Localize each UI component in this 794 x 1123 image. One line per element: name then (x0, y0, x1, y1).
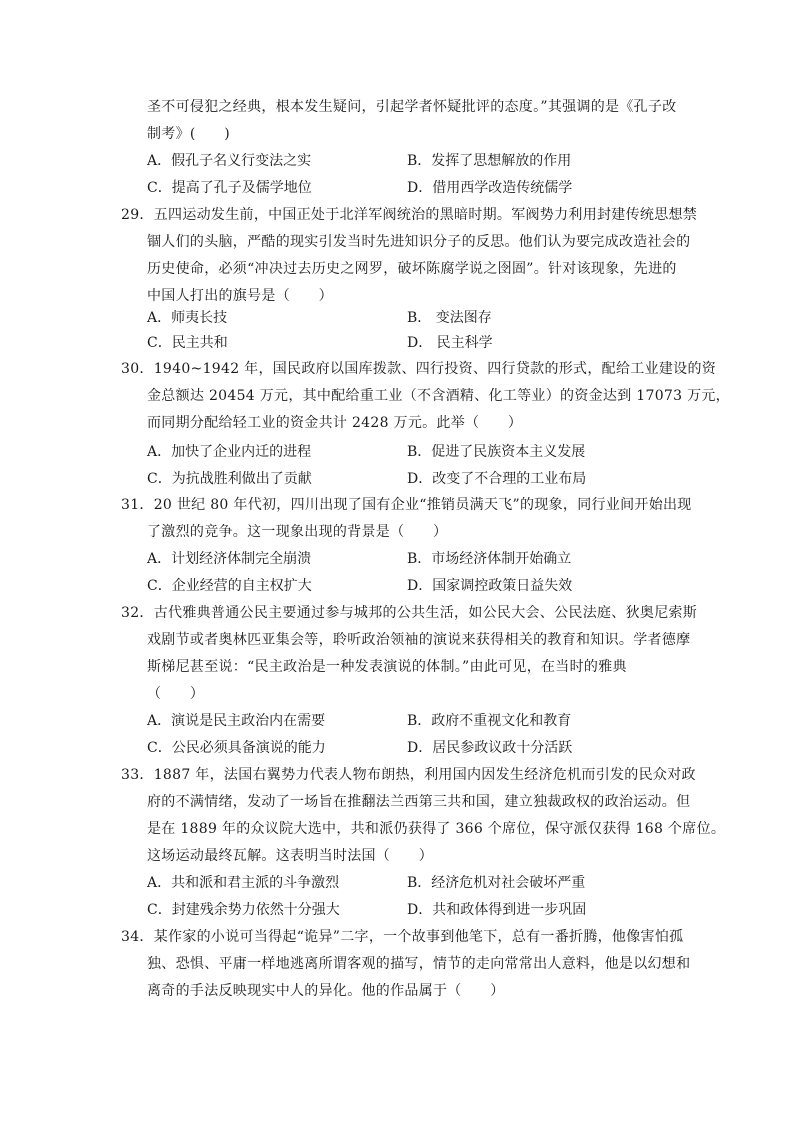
q28-stem-line-1: 圣不可侵犯之经典，根本发生疑问，引起学者怀疑批评的态度。”其强调的是《孔子改 (147, 99, 677, 115)
q32-option-b: B．政府不重视文化和教育 (407, 713, 572, 729)
q33-stem-line-2: 府的不满情绪，发动了一场旨在推翻法兰西第三共和国，建立独裁政权的政治运动。但 (147, 794, 691, 810)
q28-stem-line-2: 制考》( ) (147, 126, 231, 142)
q30-stem-line-2: 金总额达 20454 万元，其中配给重工业（不含酒精、化工等业）的资金达到 17073 万元， (147, 388, 730, 404)
q32-stem-line-3: 斯梯尼甚至说：“民主政治是一种发表演说的体制。”由此可见，在当时的雅典 (147, 659, 627, 675)
q29-option-b: B． 变法图存 (407, 310, 492, 326)
q30-option-a: A．加快了企业内迁的进程 (147, 444, 312, 460)
q29-option-a: A．师夷长技 (147, 310, 228, 326)
q33-stem-line-1: 33．1887 年，法国右翼势力代表人物布朗热，利用国内因发生经济危机而引发的民众对政 (121, 767, 696, 783)
q32-option-a: A．演说是民主政治内在需要 (147, 713, 326, 729)
q31-option-a: A．计划经济体制完全崩溃 (147, 551, 312, 567)
q29-stem-line-2: 锢人们的头脑，严酷的现实引发当时先进知识分子的反思。他们认为要完成改造社会的 (147, 234, 691, 250)
q28-option-b: B．发挥了思想解放的作用 (407, 153, 572, 169)
q32-stem-line-1: 32．古代雅典普通公民主要通过参与城邦的公共生活，如公民大会、公民法庭、狄奥尼索斯 (121, 605, 698, 621)
q29-option-d: D． 民主科学 (407, 335, 493, 351)
q31-stem-line-1: 31．20 世纪 80 年代初，四川出现了国有企业“推销员满天飞”的现象，同行业间开始出现 (121, 497, 692, 513)
q28-option-d: D．借用西学改造传统儒学 (407, 180, 573, 196)
q30-option-b: B．促进了民族资本主义发展 (407, 444, 586, 460)
q29-option-c: C．民主共和 (147, 335, 228, 351)
q34-stem-line-3: 离奇的手法反映现实中人的异化。他的作品属于（ ） (147, 983, 505, 999)
q32-option-c: C．公民必须具备演说的能力 (147, 740, 326, 756)
q29-stem-line-4: 中国人打出的旗号是（ ） (147, 288, 333, 304)
q32-stem-line-4: （ ） (147, 686, 205, 702)
q34-stem-line-2: 独、恐惧、平庸一样地逃离所谓客观的描写，情节的走向常常出人意料，他是以幻想和 (147, 956, 691, 972)
q28-option-c: C．提高了孔子及儒学地位 (147, 180, 312, 196)
q30-option-d: D．改变了不合理的工业布局 (407, 471, 587, 487)
q28-option-a: A．假孔子名义行变法之实 (147, 153, 312, 169)
q31-option-b: B．市场经济体制开始确立 (407, 551, 572, 567)
q31-option-d: D．国家调控政策日益失效 (407, 578, 573, 594)
q30-stem-line-1: 30．1940~1942 年，国民政府以国库拨款、四行投资、四行贷款的形式，配给工业建设的资 (121, 361, 717, 377)
q32-option-d: D．居民参政议政十分活跃 (407, 740, 573, 756)
q34-stem-line-1: 34．某作家的小说可当得起“诡异”二字，一个故事到他笔下，总有一番折腾，他像害怕孤 (121, 929, 684, 945)
q33-stem-line-3: 是在 1889 年的众议院大选中，共和派仍获得了 366 个席位，保守派仅获得 168 个席位。 (147, 821, 726, 837)
q29-stem-line-3: 历史使命，必须“冲决过去历史之网罗，破坏陈腐学说之囹圄”。针对该现象，先进的 (147, 261, 677, 277)
q33-option-b: B．经济危机对社会破坏严重 (407, 875, 586, 891)
q30-stem-line-3: 而同期分配给轻工业的资金共计 2428 万元。此举（ ） (147, 415, 523, 431)
q33-stem-line-4: 这场运动最终瓦解。这表明当时法国（ ） (147, 848, 433, 864)
q33-option-c: C．封建残余势力依然十分强大 (147, 902, 340, 918)
q31-option-c: C．企业经营的自主权扩大 (147, 578, 312, 594)
q30-option-c: C．为抗战胜利做出了贡献 (147, 471, 312, 487)
q31-stem-line-2: 了激烈的竞争。这一现象出现的背景是（ ） (147, 524, 448, 540)
q33-option-a: A．共和派和君主派的斗争激烈 (147, 875, 340, 891)
q33-option-d: D．共和政体得到进一步巩固 (407, 902, 587, 918)
q32-stem-line-2: 戏剧节或者奥林匹亚集会等，聆听政治领袖的演说来获得相关的教育和知识。学者德摩 (147, 632, 691, 648)
q29-stem-line-1: 29．五四运动发生前，中国正处于北洋军阀统治的黑暗时期。军阀势力利用封建传统思想禁 (121, 207, 698, 223)
